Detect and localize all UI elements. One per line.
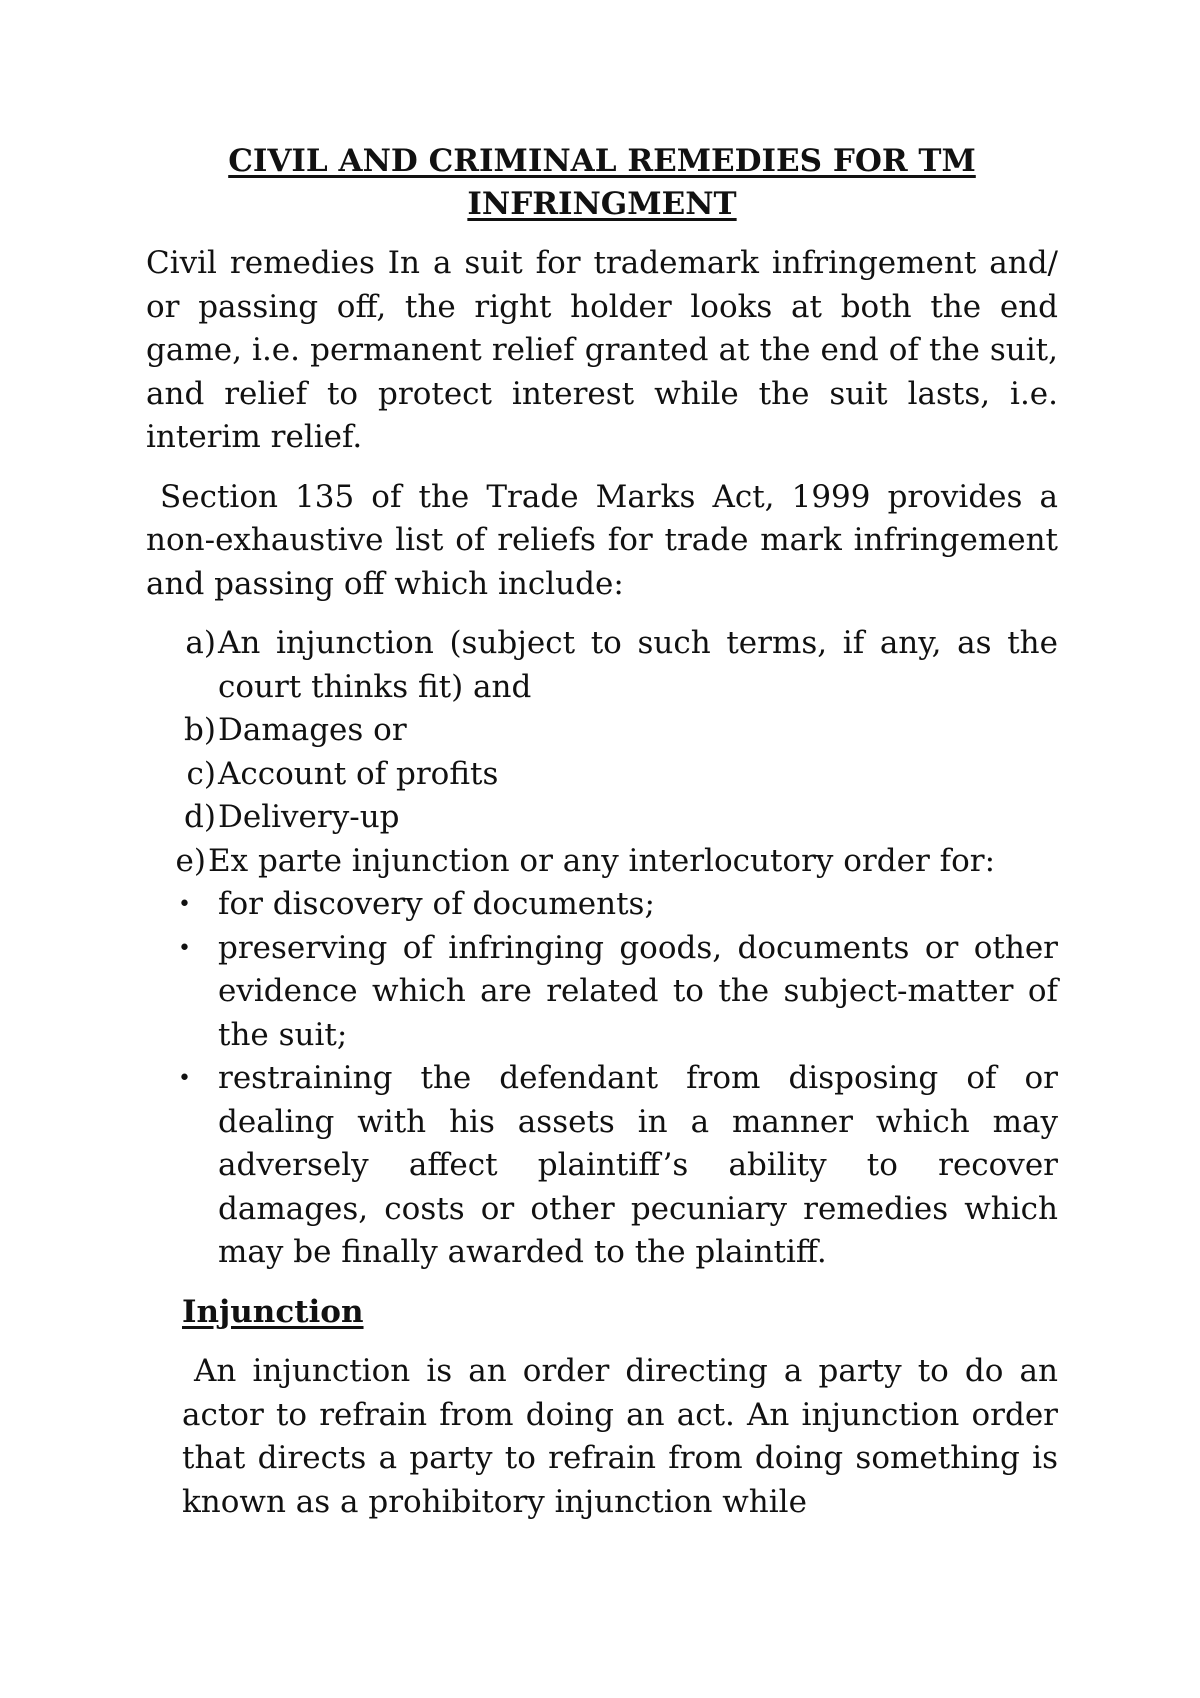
list-item (146, 622, 1058, 709)
bullet-item (146, 927, 1058, 1058)
list-marker: b) (184, 712, 216, 748)
list-item-text: An injunction (subject to such terms, if any, as the court thinks fit) and (218, 625, 1058, 705)
list-item (146, 796, 1058, 840)
bullet-item (146, 883, 1058, 927)
list-item (146, 709, 1058, 753)
bullet-item-text: preserving of infringing goods, documents or other evidence which are related to the subject-matter of the suit; (218, 929, 1058, 1053)
list-item-text: Account of profits (218, 755, 499, 792)
list-item-text: Delivery-up (218, 799, 400, 835)
paragraph-civil-remedies: Civil remedies In a suit for trademark infringement and/ or passing off, the right holder looks at both the end game, i.e. permanent relief granted at the end of the suit, and relief to protect interest while the suit lasts, i.e. interim relief. (146, 245, 1058, 455)
title-line-2: INFRINGMENT (467, 186, 737, 222)
list-item (146, 840, 1058, 884)
document-title (146, 140, 1058, 226)
paragraph-injunction: An injunction is an order directing a party to do an actor to refrain from doing an act. An injunction order that directs a party to refrain from doing something is known as a prohibitory injunction while (182, 1353, 1058, 1520)
bullet-item-text: for discovery of documents; (218, 886, 655, 922)
list-item (146, 753, 1058, 797)
bullet-icon: • (178, 892, 191, 917)
lettered-list (146, 622, 1058, 1275)
bullet-item-text: restraining the defendant from disposing of or dealing with his assets in a manner which may adversely affect plaintiff’s ability to recover damages, costs or other pecuniary remedies which may be finally awarded to the plaintiff. (218, 1060, 1058, 1270)
list-marker: e) (175, 842, 206, 879)
title-line-1: CIVIL AND CRIMINAL REMEDIES FOR TM (228, 143, 976, 179)
document-page (146, 140, 1058, 1524)
list-item-text: Ex parte injunction or any interlocutory order for: (208, 842, 996, 879)
section-heading-injunction: Injunction (182, 1293, 364, 1330)
bullet-icon: • (178, 935, 191, 961)
list-marker: c) (186, 755, 216, 792)
list-marker: d) (184, 799, 216, 835)
list-marker: a) (185, 625, 216, 661)
bullet-item (146, 1057, 1058, 1275)
paragraph-section-135: Section 135 of the Trade Marks Act, 1999 provides a non-exhaustive list of reliefs for trade mark infringement and passing off which include: (146, 478, 1058, 602)
list-item-text: Damages or (218, 712, 407, 748)
bullet-icon: • (178, 1066, 191, 1091)
